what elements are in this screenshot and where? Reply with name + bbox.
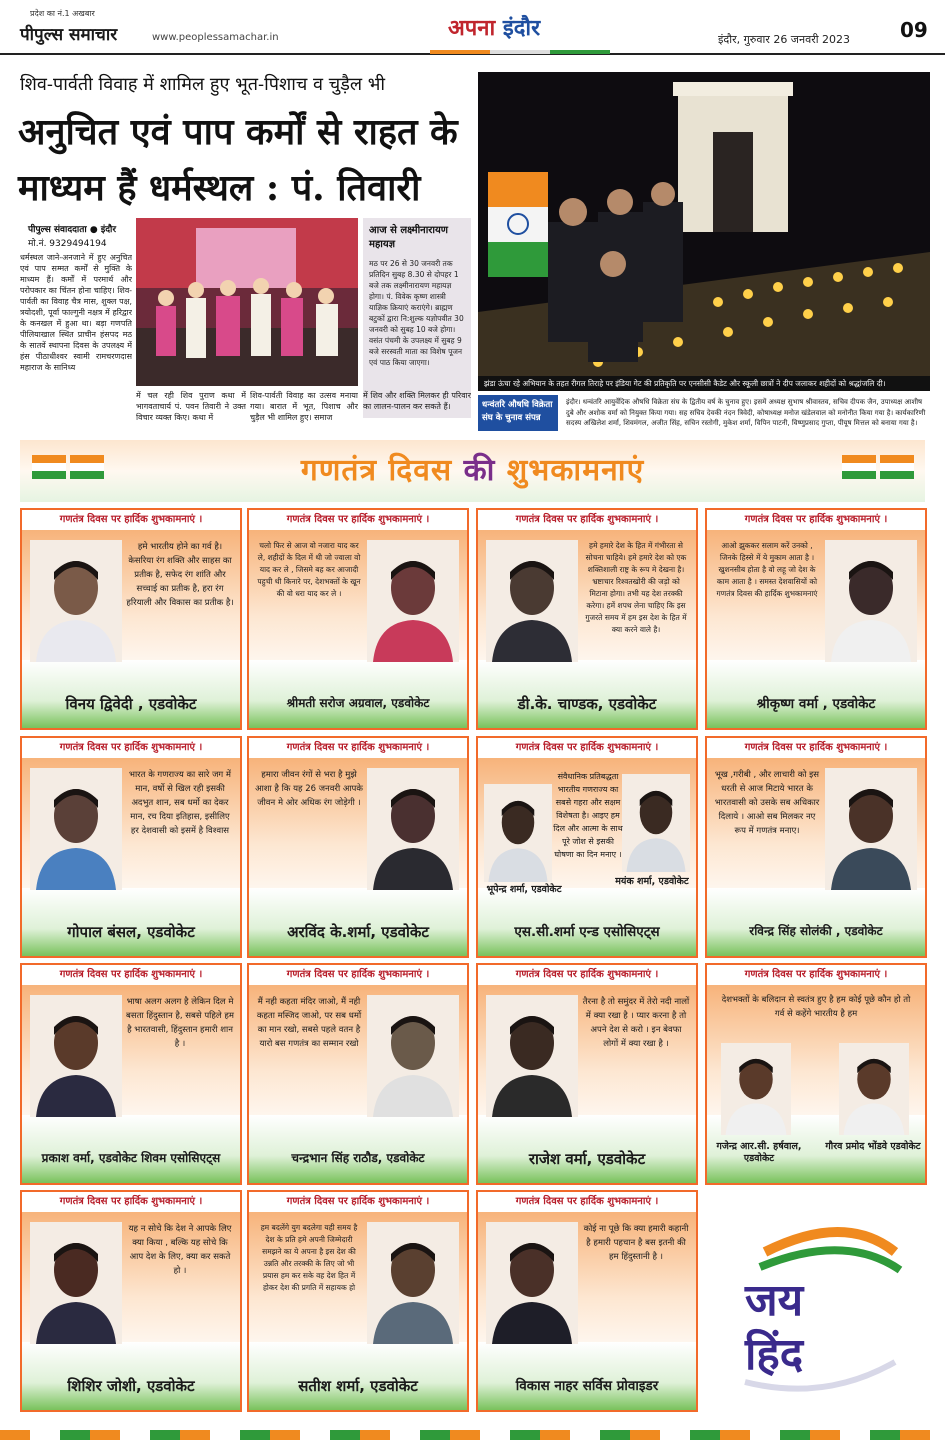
advertiser-name: रविन्द्र सिंह सोलंकी , एडवोकेट	[749, 924, 883, 938]
advertiser-name: राजेश वर्मा, एडवोकेट	[528, 1150, 646, 1168]
banner-title	[20, 448, 925, 489]
greeting-message: यह न सोचे कि देश ने आपके लिए क्या किया , बल्कि यह सोचे कि आप देश के लिए, क्या कर सकते हो ।	[128, 1224, 232, 1276]
card-header: गणतंत्र दिवस पर हार्दिक शुभकामनाएं ।	[249, 965, 467, 985]
greeting-message: भूख ,गरीबी , और लाचारी को इस धरती से आज मिटाये भारत के भारतवासी को उसके सब अधिकार दिलाये । आओ सब मिलकर नए रूप में गणतंत्र मनाए।	[714, 770, 820, 836]
portrait-photo	[367, 1222, 459, 1344]
story-column-4: में शिव और शक्ति मिलकर ही परिवार का लालन-पालन कर सकते हैं।	[363, 391, 471, 411]
portrait-photo	[486, 995, 578, 1117]
portrait-photo	[30, 768, 122, 890]
advertiser-name: अरविंद के.शर्मा, एडवोकेट	[287, 923, 429, 941]
portrait-photo	[30, 540, 122, 662]
reporter-mobile: मो.नं. 9329494194	[28, 239, 107, 249]
card-header: गणतंत्र दिवस पर हार्दिक शुभकामनाएं ।	[707, 510, 925, 530]
greeting-ad-card	[20, 963, 242, 1185]
union-brief-text: इंदौर। धन्वंतरि आयुर्वेदिक औषधि विक्रेता संघ के द्वितीय वर्ष के चुनाव हुए। इसमें अध्यक्ष सुभाष श्रीवास्तव, सचिव दीपक जैन, उपाध्यक्ष आशीष दुबे और अशोक वर्मा को नियुक्त किया गया। सह सचिव देवकी नंदन त्रिवेदी, कोषाध्यक्ष मनोज खंडेलवाल को मनोनीत किया गया है। कार्यकारिणी सदस्य अखिलेश शर्मा, शिवमंगल, अजीत सिंह, सचिन रस्तोगी, मुकेश शर्मा, विपिन पाटनी, विष्णुप्रसाद गुप्ता, पीयूष मित्तल को बनाया गया है।	[566, 398, 926, 427]
story-byline: पीपुल्स संवाददाता ● इंदौर	[28, 225, 117, 235]
story-headline: अनुचित एवं पाप कर्मों से राहत के माध्यम हैं धर्मस्थल : पं. तिवारी	[18, 111, 458, 209]
advertiser-name: शिशिर जोशी, एडवोकेट	[67, 1377, 195, 1395]
portrait-photo	[721, 1043, 791, 1135]
greeting-message: हमारा जीवन रंगों से भरा है मुझे आशा है कि यह 26 जनवरी आपके जीवन मे ओर अधिक रंग जोड़ेगी ।	[255, 770, 363, 808]
card-header: गणतंत्र दिवस पर हार्दिक शुभकामनाएं ।	[707, 738, 925, 758]
flag-icon	[880, 455, 914, 479]
greeting-ad-card	[705, 736, 927, 958]
card-header: गणतंत्र दिवस पर हार्दिक शुभकामनाएं ।	[22, 738, 240, 758]
brand-tagline: प्रदेश का नं.1 अखबार	[30, 9, 95, 18]
greeting-message: संवैधानिक प्रतिबद्धता भारतीय गणराज्य का सबसे गहरा और सक्षम विशेषता है। आइए हम दिल और आत्मा के साथ पूरे जोश से इसकी घोषणा का दिन मनाए ।	[553, 772, 623, 859]
banner-title-part-2: की	[463, 453, 496, 488]
greeting-message: मैं नही कहता मंदिर जाओ, मैं नही कहता मस्जिद जाओ, पर सब धर्मो का मान रखो, सबसे पहले वतन है यारो बस गणतंत्र का सम्मान रखो	[256, 997, 362, 1049]
person-name: गौरव प्रमोद भोंडवे एडवोकेट	[825, 1141, 921, 1152]
card-header: गणतंत्र दिवस पर हार्दिक शुभकामनाएं ।	[478, 965, 696, 985]
portrait-photo	[839, 1043, 909, 1135]
story-column-2: में चल रही शिव पुराण कथा में भागवताचार्य पं. पवन तिवारी ने उक्त विचार व्यक्त किए। कथा में	[136, 391, 246, 422]
portrait-photo	[484, 784, 552, 882]
portrait-photo	[367, 540, 459, 662]
greeting-ad-card	[20, 508, 242, 730]
advertiser-name: श्रीकृष्ण वर्मा , एडवोकेट	[756, 696, 876, 712]
side-box-text: मठ पर 26 से 30 जनवरी तक प्रतिदिन सुबह 8.30 से दोपहर 1 बजे तक लक्ष्मीनारायण महायज्ञ होगा। पं. विवेक कृष्ण शास्त्री याज्ञिक क्रियाएं कराएंगे। ब्राह्मण बटुकों द्वारा नि:शुल्क यज्ञोपवीत 30 जनवरी को सुबह 10 बजे होगा। वसंत पंचमी के उपलक्ष्य में सुबह 9 बजे सरस्वती माता का विशेष पूजन एवं पाठ किया जाएगा।	[369, 259, 464, 367]
tricolor-stripe-saffron	[430, 50, 490, 54]
story-column-1: धर्मस्थल जाने-अनजाने में हुए अनुचित एवं पाप सम्मत कर्मों से मुक्ति के माध्यम हैं। कर्मों में परमार्थ और परोपकार का चिंतन होना चाहिए। शिव-पार्वती का विवाह चैत्र मास, शुक्ल पक्ष, त्रयोदशी, पूर्वा फाल्गुनी नक्षत्र में हरिद्वार के कनखल में हुआ था। बड़ा गणपति पीलियाखाल स्थित प्राचीन हंसपद मठ के सातवें स्थापना दिवस के उपलक्ष्य में हंस पीठाधीश्वर स्वामी रामचरणदास महाराज के सानिध्य	[20, 253, 132, 372]
greeting-ad-card	[20, 736, 242, 958]
page-number: 09	[900, 18, 928, 42]
greeting-ad-card	[20, 1190, 242, 1412]
story-column-3: शिव-पार्वती विवाह का उत्सव मनाया गया। बारात में भूत, पिशाच और चुड़ैल भी शामिल हुए। समाज	[250, 391, 358, 422]
card-header: गणतंत्र दिवस पर हार्दिक शुभकामनाएं ।	[249, 738, 467, 758]
greeting-ad-card	[247, 963, 469, 1185]
greeting-message: आओ झुककर सलाम करें उनको , जिनके हिस्से में ये मुकाम आता है । खुशनसीब होता है वो लहू जो देश के काम आता है । समस्त देशवासियों को गणतंत्र दिवस की हार्दिक शुभकामनाएं	[716, 541, 818, 598]
advertiser-name: एस.सी.शर्मा एन्ड एसोसिएट्स	[514, 924, 660, 940]
jai-hind-text	[745, 1274, 803, 1382]
person-name: भूपेन्द्र शर्मा, एडवोकेट	[486, 884, 562, 895]
advertiser-name: विकास नाहर सर्विस प्रोवाइडर	[515, 1378, 659, 1394]
india-gate-candle-photo	[478, 72, 930, 376]
tricolor-swoosh-icon	[705, 1192, 927, 1414]
banner-title-part-3: शुभकामनाएं	[506, 453, 645, 488]
jai-hind-panel	[705, 1192, 927, 1414]
section-prefix: अपना	[448, 16, 496, 41]
portrait-photo	[30, 1222, 122, 1344]
masthead	[0, 0, 945, 55]
banner-title-part-1: गणतंत्र दिवस	[300, 453, 453, 488]
greeting-message: भाषा अलग अलग है लेकिन दिल मे बसता हिंदुस्तान है, सबसे पहिले हम है भारतवासी, हिंदुस्तान हमारी शान है ।	[126, 997, 234, 1049]
card-header: गणतंत्र दिवस पर हार्दिक शुभकामनाएं ।	[478, 510, 696, 530]
portrait-photo	[825, 768, 917, 890]
website-url[interactable]: www.peoplessamachar.in	[152, 32, 279, 43]
greeting-ad-card	[476, 736, 698, 958]
side-box-title: आज से लक्ष्मीनारायण महायज्ञ	[369, 225, 449, 250]
greeting-message: देशभक्तों के बलिदान से स्वतंत्र हुए है हम कोई पूछे कौन हो तो गर्व से कहेंगे भारतीय है हम	[721, 995, 911, 1019]
footer-tricolor-strip	[0, 1430, 945, 1440]
advertiser-name: चन्द्रभान सिंह राठौड, एडवोकेट	[291, 1151, 425, 1165]
advertiser-name: विनय द्विवेदी , एडवोकेट	[65, 695, 197, 713]
jai-hind-line-1: जय	[745, 1275, 804, 1326]
greeting-ad-card	[705, 963, 927, 1185]
portrait-photo	[622, 774, 690, 872]
greeting-message: चलो फिर से आज वो नजारा याद कर ले, शहीदों के दिल में थी जो ज्वाला वो याद कर ले , जिसमे बह कर आजादी पहुची थी किनारे पर, देशभक्तों के खून की वो धरा याद कर ले ।	[257, 541, 361, 598]
greeting-ad-card	[247, 1190, 469, 1412]
greeting-message: हमे हमारे देश के हित में गंभीरता से सोचना चाहिये। हमे हमारे देश को एक शक्तिशाली राष्ट्र के रूप मे देखना है। भ्रष्टाचार रिश्वतखोरी की जड़ो को मिटाना होगा। तभी यह देश तरक्की करेगा। हमें शपथ लेना चाहिए कि इस गुजरते समय में हम इस देश के हित में क्या करने वाले है।	[585, 541, 687, 634]
side-box-mahayagya	[363, 218, 471, 418]
greeting-ad-card	[247, 736, 469, 958]
card-header: गणतंत्र दिवस पर हार्दिक शुभकामनाएं ।	[22, 965, 240, 985]
greeting-ad-card	[247, 508, 469, 730]
card-header: गणतंत्र दिवस पर हार्दिक शुभकामनाएं ।	[22, 1192, 240, 1212]
portrait-photo	[486, 540, 578, 662]
union-brief-headline: धन्वंतरि औषधि विक्रेता संघ के चुनाव संपन्न	[478, 395, 558, 431]
katha-stage-photo	[136, 218, 358, 386]
greetings-banner	[20, 440, 925, 502]
greeting-message: भारत के गणराज्य का सारे जग में मान, वर्षो से खिल रही इसकी अदभुत शान, सब धर्मो का देकर मान, रच दिया इतिहास, इसीलिए हर देशवासी को इसमें है विश्वास	[129, 770, 231, 836]
story-kicker: शिव-पार्वती विवाह में शामिल हुए भूत-पिशाच व चुड़ैल भी	[20, 74, 386, 95]
jai-hind-line-2: हिंद	[745, 1329, 804, 1380]
photo-caption: झंडा ऊंचा रहे अभियान के तहत रीगल तिराहे पर इंडिया गेट की प्रतिकृति पर एनसीसी कैडेट और स्कूली छात्रों ने दीप जलाकर शहीदों को श्रद्धांजलि दी।	[478, 376, 930, 391]
greeting-message: हम बदलेंगे युग बदलेगा यही समय है देश के प्रति हमे अपनी जिम्मेदारी समझने का ये अपना है इस देश की उन्नति और तरक्की के लिए जो भी प्रयास हम कर सके वह देश हित में होकर देश की प्रगति में सहायक हो	[260, 1223, 358, 1292]
portrait-photo	[367, 995, 459, 1117]
card-header: गणतंत्र दिवस पर हार्दिक शुभकामनाएं ।	[478, 1192, 696, 1212]
union-election-brief	[478, 395, 930, 431]
portrait-photo	[825, 540, 917, 662]
advertiser-name: गोपाल बंसल, एडवोकेट	[67, 923, 195, 941]
greeting-message: हमे भारतीय होने का गर्व है। केसरिया रंग शक्ति और साहस का प्रतीक है, सफेद रंग शांति और सच्चाई का प्रतीक है, हरा रंग हरियाली और विकास का प्रतीक है।	[126, 542, 234, 608]
card-header: गणतंत्र दिवस पर हार्दिक शुभकामनाएं ।	[249, 510, 467, 530]
greeting-ad-card	[476, 1190, 698, 1412]
dateline: इंदौर, गुरुवार 26 जनवरी 2023	[718, 33, 851, 46]
tricolor-stripe-green	[550, 50, 610, 54]
section-name: इंदौर	[502, 16, 541, 41]
newspaper-logo: पीपुल्स समाचार	[20, 25, 118, 45]
advertiser-name: सतीश शर्मा, एडवोकेट	[298, 1377, 418, 1395]
card-header: गणतंत्र दिवस पर हार्दिक शुभकामनाएं ।	[707, 965, 925, 985]
card-header: गणतंत्र दिवस पर हार्दिक शुभकामनाएं ।	[478, 738, 696, 758]
flag-icon	[842, 455, 876, 479]
advertiser-name: श्रीमती सरोज अग्रवाल, एडवोकेट	[286, 696, 430, 710]
person-name: मयंक शर्मा, एडवोकेट	[615, 876, 689, 887]
card-header: गणतंत्र दिवस पर हार्दिक शुभकामनाएं ।	[22, 510, 240, 530]
portrait-photo	[486, 1222, 578, 1344]
greeting-message: कोई ना पूछे कि क्या हमारी कहानी है हमारी पहचान है बस इतनी की हम हिंदुस्तानी है ।	[583, 1224, 689, 1262]
greeting-ad-card	[705, 508, 927, 730]
portrait-photo	[367, 768, 459, 890]
advertiser-name: प्रकाश वर्मा, एडवोकेट शिवम एसोसिएट्स	[41, 1151, 221, 1165]
advertiser-name: डी.के. चाण्डक, एडवोकेट	[517, 695, 657, 713]
greeting-message: तैरना है तो समुंदर में तेरो नदी नालों में क्या रखा है । प्यार करना है तो अपने देश से करो । इन बेवफा लोगों में क्या रखा है ।	[582, 997, 690, 1049]
person-name: गजेन्द्र आर.सी. हर्षवाल, एडवोकेट	[716, 1141, 802, 1164]
tricolor-stripe-white	[490, 50, 550, 54]
card-header: गणतंत्र दिवस पर हार्दिक शुभकामनाएं ।	[249, 1192, 467, 1212]
greeting-ad-card	[476, 508, 698, 730]
greeting-ad-card	[476, 963, 698, 1185]
portrait-photo	[30, 995, 122, 1117]
section-title	[448, 12, 540, 42]
